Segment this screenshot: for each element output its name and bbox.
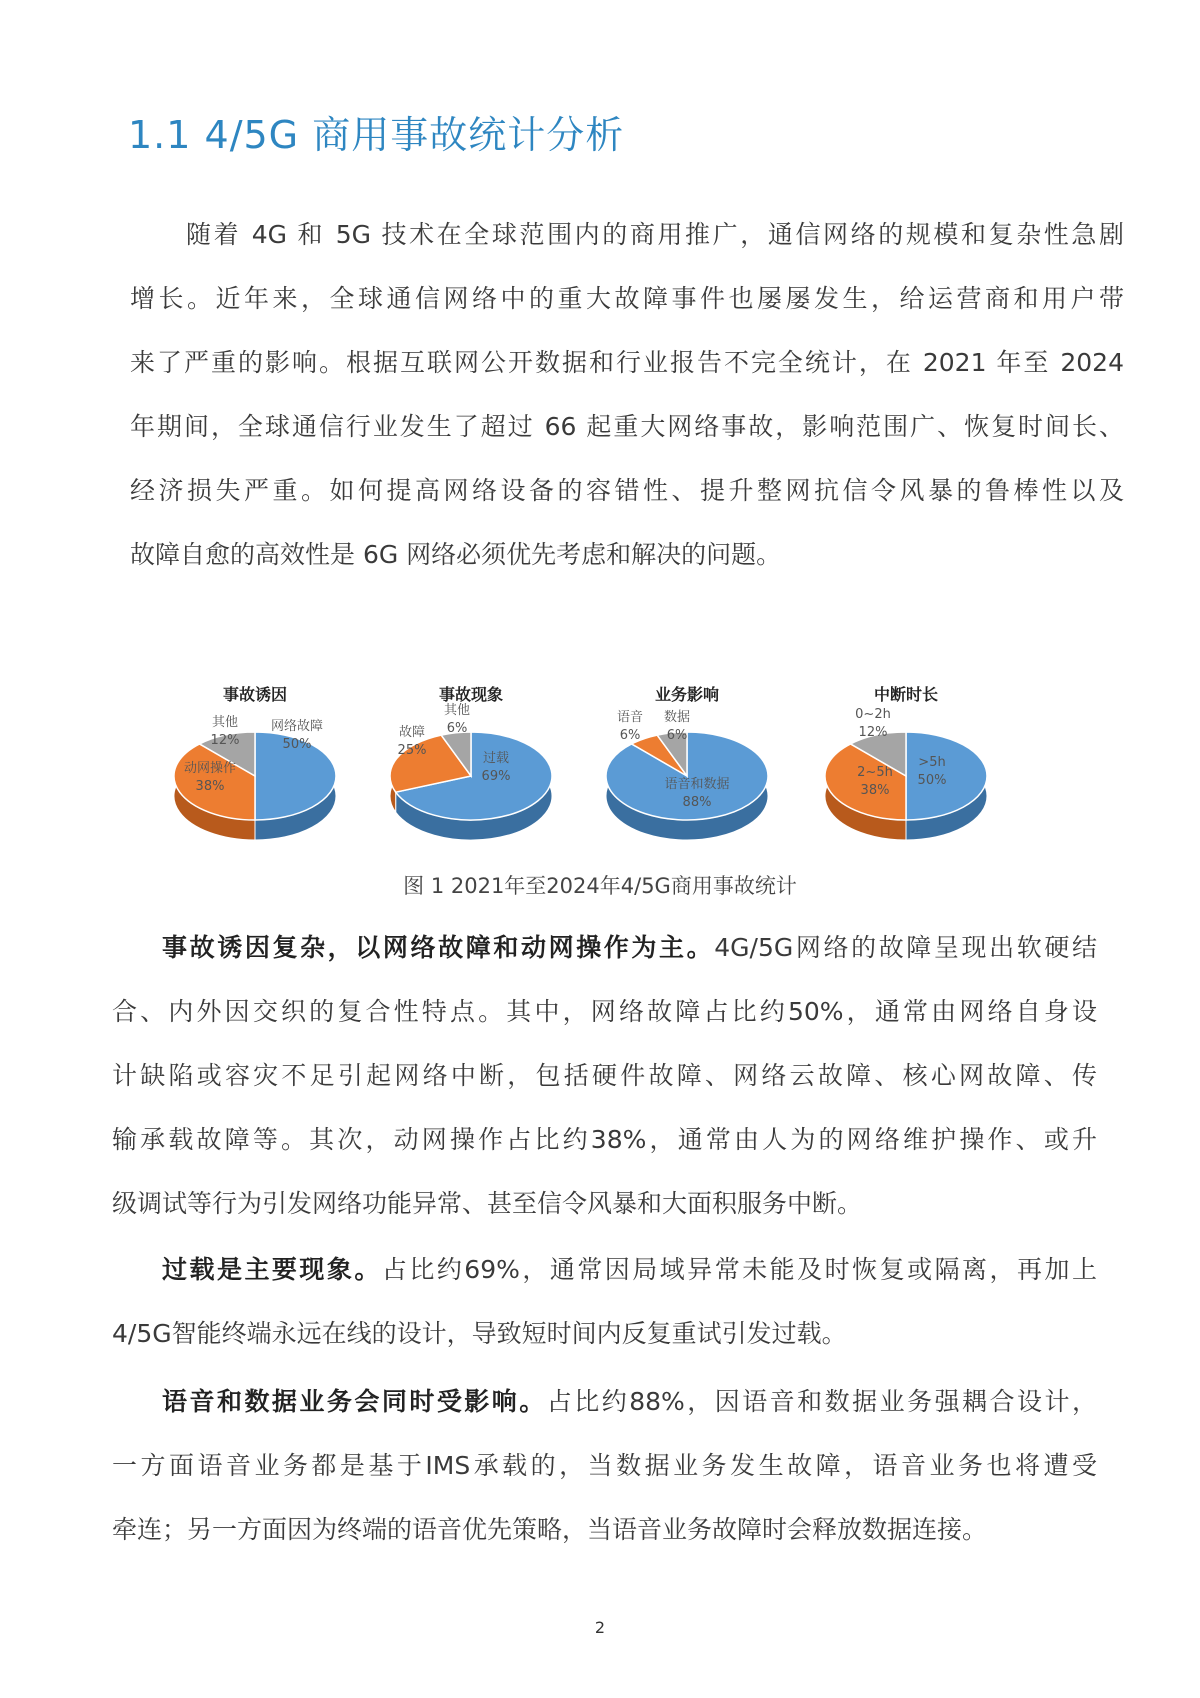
text-line: 计缺陷或容灾不足引起网络中断，包括硬件故障、网络云故障、核心网故障、传 <box>112 1061 1097 1090</box>
pie-value-label: 25% <box>397 743 427 758</box>
finding-lead: 事故诱因复杂，以网络故障和动网操作为主。 <box>162 933 715 962</box>
pie-title: 中断时长 <box>873 685 939 704</box>
pie-value-label: 38% <box>195 779 225 794</box>
pie-label: 过载 <box>482 751 510 766</box>
pie-label: >5h <box>918 755 946 770</box>
text-line: 随着 4G 和 5G 技术在全球范围内的商用推广，通信网络的规模和复杂性急剧 <box>186 220 1124 249</box>
pie-label: 语音和数据 <box>664 777 730 792</box>
text-line: 4/5G智能终端永远在线的设计，导致短时间内反复重试引发过载。 <box>112 1319 847 1348</box>
pie-value-label: 50% <box>917 773 947 788</box>
text-line: 增长。近年来，全球通信网络中的重大故障事件也屡屡发生，给运营商和用户带 <box>130 284 1124 313</box>
finding-lead: 过载是主要现象。 <box>162 1255 382 1284</box>
pie-value-label: 69% <box>481 769 511 784</box>
text-line: 一方面语音业务都是基于IMS承载的，当数据业务发生故障，语音业务也将遭受 <box>112 1451 1097 1480</box>
pie-value-label: 88% <box>682 795 712 810</box>
pie-title: 业务影响 <box>654 685 720 704</box>
page-number: 2 <box>594 1618 606 1637</box>
finding-paragraph-causes <box>112 916 1097 1236</box>
text-line: 来了严重的影响。根据互联网公开数据和行业报告不完全统计，在 2021 年至 2024 <box>130 348 1124 377</box>
pie-value-label: 6% <box>619 728 641 743</box>
text-line: 经济损失严重。如何提高网络设备的容错性、提升整网抗信令风暴的鲁棒性以及 <box>130 476 1124 505</box>
pie-label: 故障 <box>398 725 426 740</box>
pie-title: 事故现象 <box>438 685 504 704</box>
pie-value-label: 50% <box>282 737 312 752</box>
pie-value-label: 12% <box>858 725 888 740</box>
pie-value-label: 12% <box>210 733 240 748</box>
text-line: 输承载故障等。其次，动网操作占比约38%，通常由人为的网络维护操作、或升 <box>112 1125 1097 1154</box>
pie-charts <box>0 670 1200 870</box>
pie-value-label: 6% <box>666 728 688 743</box>
text-line: 合、内外因交织的复合性特点。其中，网络故障占比约50%，通常由网络自身设 <box>112 997 1097 1026</box>
pie-label: 动网操作 <box>183 761 237 776</box>
pie-value-label: 6% <box>446 721 468 736</box>
pie-label: 2~5h <box>857 765 893 780</box>
finding-paragraph-overload <box>112 1238 1097 1366</box>
pie-label: 数据 <box>663 710 691 725</box>
text-span: 占比约88%，因语音和数据业务强耦合设计， <box>546 1387 1097 1416</box>
finding-paragraph-services <box>112 1370 1097 1562</box>
text-line <box>112 1238 1097 1302</box>
text-line <box>112 1370 1097 1434</box>
pie-label: 0~2h <box>855 707 891 722</box>
pie-title: 事故诱因 <box>222 685 288 704</box>
figure-caption: 图 1 2021年至2024年4/5G商用事故统计 <box>403 874 797 898</box>
intro-paragraph <box>130 203 1124 587</box>
text-span: 占比约69%，通常因局域异常未能及时恢复或隔离，再加上 <box>381 1255 1097 1284</box>
text-line: 故障自愈的高效性是 6G 网络必须优先考虑和解决的问题。 <box>130 540 782 569</box>
finding-lead: 语音和数据业务会同时受影响。 <box>162 1387 547 1416</box>
text-span: 4G/5G网络的故障呈现出软硬结 <box>714 933 1097 962</box>
text-line <box>112 916 1097 980</box>
pie-value-label: 38% <box>860 783 890 798</box>
pie-label: 其他 <box>211 715 239 730</box>
pie-label: 其他 <box>443 703 471 718</box>
text-line: 牵连；另一方面因为终端的语音优先策略，当语音业务故障时会释放数据连接。 <box>112 1515 988 1544</box>
section-heading: 1.1 4/5G 商用事故统计分析 <box>128 113 625 157</box>
pie-label: 语音 <box>616 710 644 725</box>
text-line: 级调试等行为引发网络功能异常、甚至信令风暴和大面积服务中断。 <box>112 1189 863 1218</box>
pie-label: 网络故障 <box>270 719 324 734</box>
text-line: 年期间，全球通信行业发生了超过 66 起重大网络事故，影响范围广、恢复时间长、 <box>130 412 1124 441</box>
